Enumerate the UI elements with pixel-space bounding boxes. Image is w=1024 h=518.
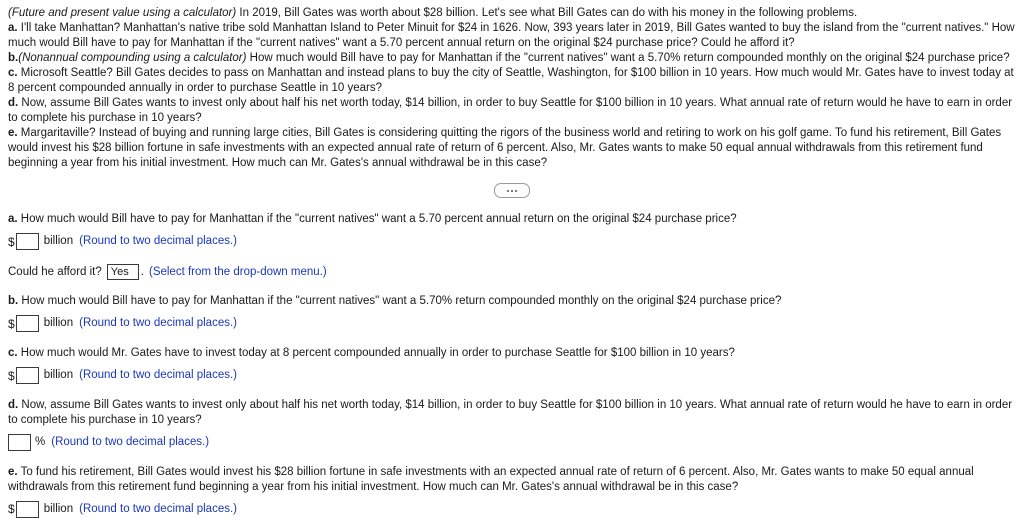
answer-row-c [8, 367, 1016, 384]
question-e [8, 465, 1016, 495]
problem-item-e-text: Margaritaville? Instead of buying and running large cities, Bill Gates is considering quitting the rigors of the business world and retiring to work on his golf game. To fund his retirement, Bill Gates would invest his $28 billion fortune in safe investments with an expected annual rate of return of 6 percent. Also, Mr. Gates wants to make 50 equal annual withdrawals from this retirement fund beginning a year from his initial investment. How much can Mr. Gates's annual withdrawal be in this case? [8, 127, 1002, 169]
followup-row-a [8, 264, 1016, 280]
problem-item-c-text: Microsoft Seattle? Bill Gates decides to pass on Manhattan and instead plans to buy the city of Seattle, Washington, for $100 billion in 10 years. How much would Mr. Gates have to invest today at 8 percent compounded annually in order to purchase Seattle in 10 years? [8, 67, 1014, 95]
question-d-letter: d. [8, 399, 19, 412]
question-b [8, 294, 1016, 309]
answer-unit-b: billion [43, 316, 74, 329]
problem-item-c-letter: c. [8, 67, 18, 80]
answer-row-b [8, 315, 1016, 332]
afford-dropdown-value: Yes [110, 266, 129, 279]
problem-item-b-italic: (Nonannual compounding using a calculator) [18, 52, 247, 65]
question-a-letter: a. [8, 213, 18, 226]
problem-item-a [8, 21, 1016, 50]
problem-item-b [8, 51, 1016, 66]
answer-unit-c: billion [43, 368, 74, 381]
question-d [8, 398, 1016, 428]
problem-item-e [8, 126, 1016, 170]
question-d-text: Now, assume Bill Gates wants to invest only about half his net worth today, $14 billion, in order to buy Seattle for $100 billion in 10 years. What annual rate of return would he have to earn in order to complete his purchase in 10 years? [8, 399, 1013, 427]
ellipsis-dot-3 [515, 190, 517, 192]
currency-symbol-c: $ [8, 368, 15, 383]
question-e-text: To fund his retirement, Bill Gates would invest his $28 billion fortune in safe investments with an expected annual rate of return of 6 percent. Also, Mr. Gates wants to make 50 equal annual withdrawals from this retirement fund beginning a year from his initial investment. How much can Mr. Gates's annual withdrawal be in this case? [8, 466, 974, 494]
problem-item-c [8, 66, 1016, 95]
answer-row-d [8, 434, 1016, 451]
answer-input-b[interactable] [16, 315, 39, 332]
answer-input-d[interactable] [8, 434, 31, 451]
problem-item-d-letter: d. [8, 97, 19, 110]
currency-symbol-a: $ [8, 234, 15, 249]
answer-hint-e: (Round to two decimal places.) [79, 502, 237, 515]
problem-item-d-text: Now, assume Bill Gates wants to invest only about half his net worth today, $14 billion, in order to buy Seattle for $100 billion in 10 years. What annual rate of return would he have to earn in order to complete his purchase in 10 years? [8, 97, 1013, 125]
ellipsis-dot-2 [511, 190, 513, 192]
problem-item-b-letter: b. [8, 52, 19, 65]
more-options-ellipsis-icon[interactable] [494, 183, 530, 198]
problem-item-e-letter: e. [8, 127, 18, 140]
answer-unit-a: billion [43, 234, 74, 247]
question-c [8, 346, 1016, 361]
question-a-text: How much would Bill have to pay for Manhattan if the "current natives" want a 5.70 percent annual return on the original $24 purchase price? [17, 213, 737, 226]
question-b-text: How much would Bill have to pay for Manhattan if the "current natives" want a 5.70% return compounded monthly on the original $24 purchase price? [18, 295, 782, 308]
answer-hint-d: (Round to two decimal places.) [51, 435, 210, 448]
question-c-letter: c. [8, 347, 18, 360]
question-e-letter: e. [8, 466, 18, 479]
problem-title [8, 6, 1016, 21]
answer-row-a [8, 233, 1016, 250]
followup-punct-a: . [140, 266, 144, 279]
question-b-letter: b. [8, 295, 19, 308]
problem-item-a-letter: a. [8, 22, 18, 35]
followup-hint-a: (Select from the drop-down menu.) [148, 266, 327, 279]
answer-hint-c: (Round to two decimal places.) [79, 368, 237, 381]
answer-input-c[interactable] [16, 367, 39, 384]
followup-label-a: Could he afford it? [8, 266, 102, 279]
answer-input-a[interactable] [16, 233, 39, 250]
problem-item-a-text: I'll take Manhattan? Manhattan's native tribe sold Manhattan Island to Peter Minuit for $24 in 1626. Now, 393 years later in 2019, Bill Gates wanted to buy the island from the "current natives." How much would Bill have to pay for Manhattan if the "current natives" want a 5.70 percent annual return on the original $24 purchase price? Could he afford it? [8, 22, 1015, 49]
problem-item-b-text: How much would Bill have to pay for Manhattan if the "current natives" want a 5.70% return compounded monthly on the original $24 purchase price? [246, 52, 1010, 65]
answer-row-e [8, 501, 1016, 518]
answer-input-e[interactable] [16, 501, 39, 518]
section-divider [8, 183, 1016, 198]
currency-symbol-e: $ [8, 502, 15, 517]
answer-unit-d: % [35, 435, 46, 448]
question-a [8, 212, 1016, 227]
currency-symbol-b: $ [8, 316, 15, 331]
answer-hint-b: (Round to two decimal places.) [79, 316, 237, 329]
afford-dropdown[interactable] [107, 264, 139, 280]
ellipsis-dot-1 [507, 190, 509, 192]
problem-title-italic: (Future and present value using a calculator) [8, 7, 237, 19]
problem-title-rest: In 2019, Bill Gates was worth about $28 billion. Let's see what Bill Gates can do with his money in the following problems. [236, 7, 858, 19]
problem-statement [8, 6, 1016, 170]
problem-item-d [8, 96, 1016, 125]
answer-unit-e: billion [43, 502, 74, 515]
answer-hint-a: (Round to two decimal places.) [79, 234, 237, 247]
question-c-text: How much would Mr. Gates have to invest today at 8 percent compounded annually in order to purchase Seattle for $100 billion in 10 years? [17, 347, 735, 360]
